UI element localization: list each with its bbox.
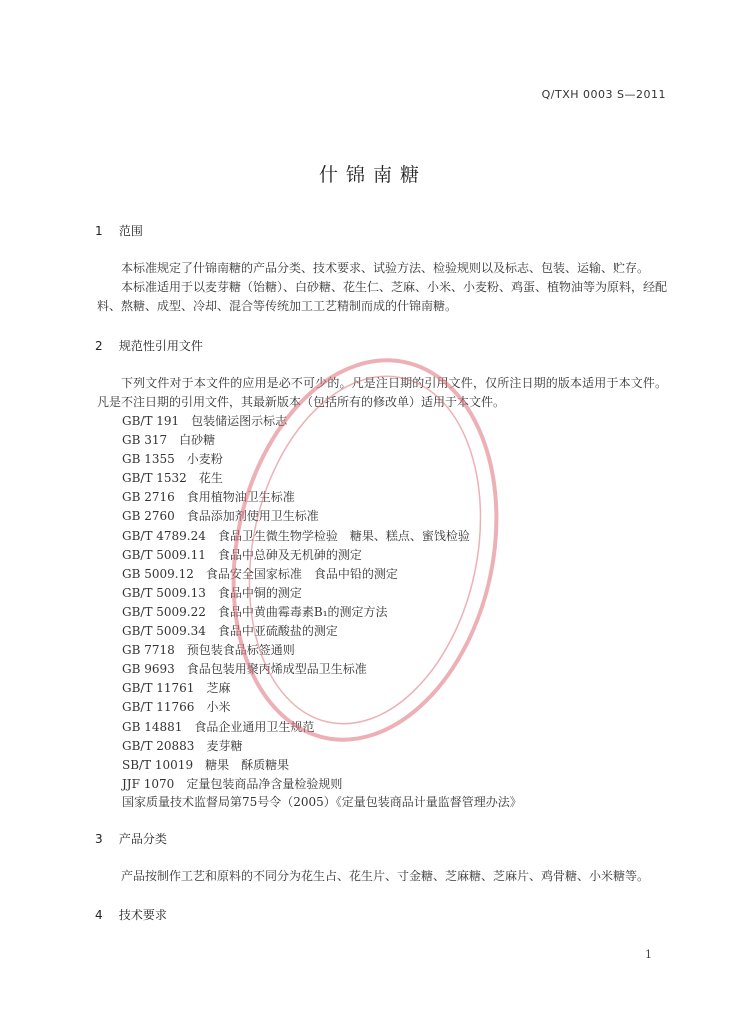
reference-code: GB/T 1532 [122,471,187,486]
reference-code: GB 9693 [122,662,175,677]
section-heading-scope [95,222,143,239]
reference-title: 食品企业通用卫生规范 [194,719,315,734]
section-title: 范围 [118,224,143,238]
reference-code: GB 7718 [122,643,175,658]
reference-code: GB 1355 [122,452,175,467]
reference-code: GB 2716 [122,490,175,505]
reference-code: GB/T 20883 [122,738,195,753]
reference-code: GB 2760 [122,509,175,524]
reference-title: 小米 [206,700,231,715]
reference-code: JJF 1070 [122,776,175,791]
reference-code: GB/T 5009.22 [122,604,206,619]
section-title: 产品分类 [118,832,167,846]
scope-paragraph-2: 本标准适用于以麦芽糖（饴糖）、白砂糖、花生仁、芝麻、小米、小麦粉、鸡蛋、植物油等为原料，经配料、熬糖、成型、冷却、混合等传统加工工艺精制而成的什锦南糖。 [97,280,668,313]
reference-code: GB 5009.12 [122,566,194,581]
reference-title: 糖果 酥质糖果 [205,757,290,772]
reference-title: 食品添加剂使用卫生标准 [186,509,319,524]
reference-code: GB/T 11761 [122,681,195,696]
standard-code: Q/TXH 0003 S—2011 [541,88,666,101]
section-number: 4 [95,908,103,922]
reference-code: GB/T 5009.11 [122,547,206,562]
section-number: 1 [95,224,103,238]
reference-title: 食用植物油卫生标准 [186,490,295,505]
reference-title: 食品包装用聚丙烯成型品卫生标准 [186,662,367,677]
reference-item [122,775,470,794]
classification-paragraph: 产品按制作工艺和原料的不同分为花生占、花生片、寸金糖、芝麻糖、芝麻片、鸡骨糖、小米糖等。 [121,869,650,883]
reference-title: 包装储运图示标志 [191,414,288,428]
reference-code: GB 317 [122,433,168,448]
reference-title: 食品中黄曲霉毒素B₁的测定方法 [217,604,388,619]
normative-refs-intro: 下列文件对于本文件的应用是必不可少的。凡是注日期的引用文件，仅所注日期的版本适用于本文件。凡是不注日期的引用文件，其最新版本（包括所有的修改单）适用于本文件。 [97,376,667,409]
section-title: 技术要求 [118,908,167,922]
section-number: 2 [95,339,103,353]
reference-title: 麦芽糖 [206,738,243,753]
section-title: 规范性引用文件 [118,339,203,353]
reference-title: 花生 [198,471,223,486]
reference-title: 食品中总砷及无机砷的测定 [217,547,362,562]
section-heading-normative-refs [95,337,203,354]
reference-code: GB/T 4789.24 [122,528,206,543]
reference-code: GB/T 11766 [122,700,195,715]
reference-title: 食品卫生微生物学检验 糖果、糕点、蜜饯检验 [217,528,470,543]
reference-title: 预包装食品标签通则 [186,643,295,658]
reference-code: GB/T 5009.34 [122,624,206,639]
reference-title: 芝麻 [206,681,231,696]
red-seal-stamp [215,340,515,760]
scope-paragraph-1: 本标准规定了什锦南糖的产品分类、技术要求、试验方法、检验规则以及标志、包装、运输、贮存。 [121,261,650,275]
reference-code: SB/T 10019 [122,757,194,772]
reference-title: 食品中亚硫酸盐的测定 [217,624,338,639]
reference-note: 国家质量技术监督局第75号令（2005）《定量包装商品计量监督管理办法》 [122,795,522,809]
reference-title: 食品中铜的测定 [217,585,302,600]
section-heading-classification [95,830,167,847]
section-number: 3 [95,832,103,846]
reference-title: 小麦粉 [186,452,223,467]
reference-title: 定量包装商品净含量检验规则 [186,776,343,791]
reference-title: 白砂糖 [179,433,216,448]
reference-code: GB/T 5009.13 [122,585,206,600]
reference-code: GB/T 191 [122,414,180,428]
reference-code: GB 14881 [122,719,183,734]
page-number: 1 [645,948,652,961]
reference-title: 食品安全国家标准 食品中铅的测定 [205,566,398,581]
section-heading-requirements [95,906,167,923]
page-title: 什锦南糖 [318,164,427,186]
